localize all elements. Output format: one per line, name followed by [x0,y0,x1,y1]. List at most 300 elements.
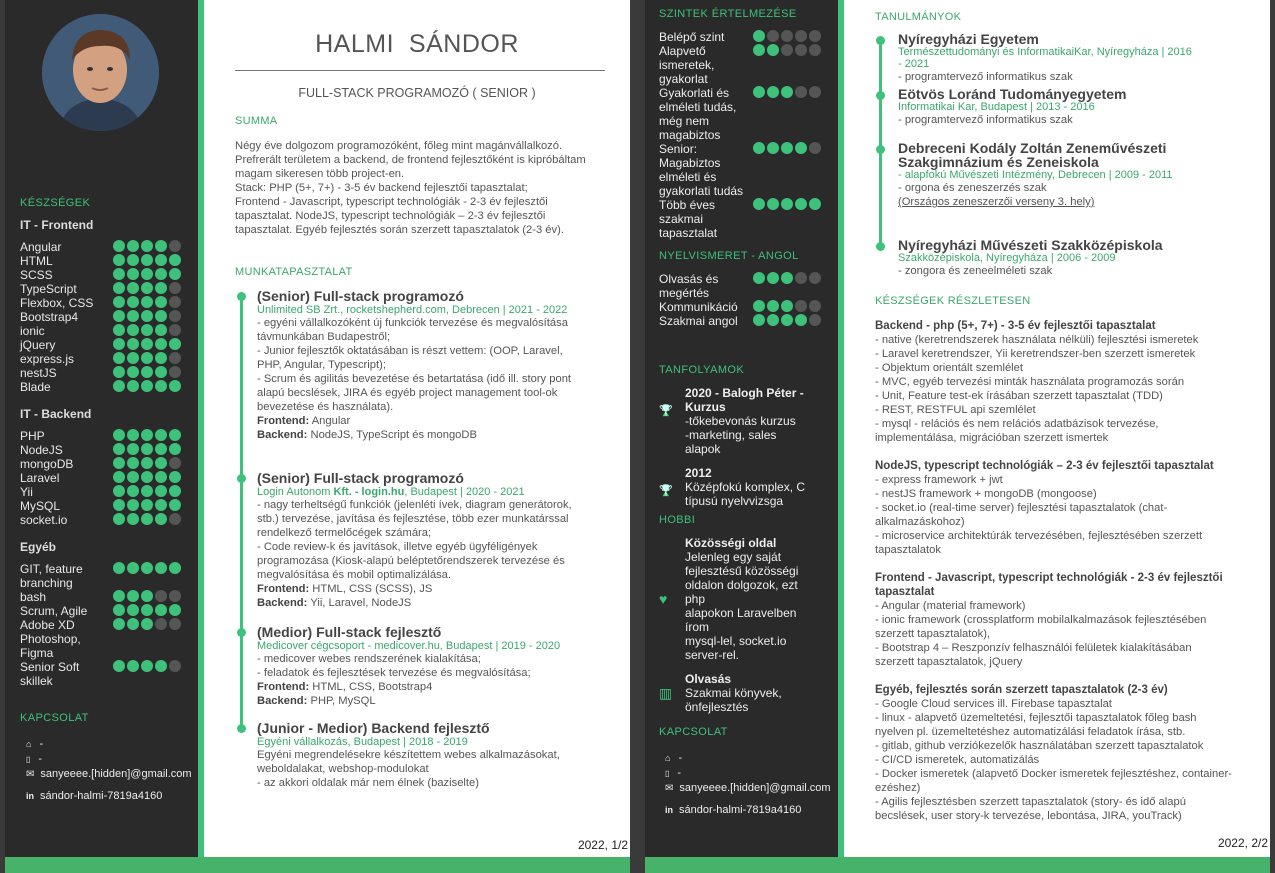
detail-line: - MVC, egyéb tervezési minták használata programozás során [875,376,1185,388]
detail-line: - gitlab, github verziókezelők használatában szerzett tapasztalatok [875,740,1204,752]
school-line: (Országos zeneszerzői verseny 3. hely) [898,196,1095,208]
rating-dot [113,457,125,469]
rating-dot [795,30,807,42]
language-label: Kommunikáció [659,300,738,314]
rating-dot [113,499,125,511]
skill-row [20,324,181,338]
summary-line: magam sikeresen több project-en. [235,168,405,180]
summary-line: Négy éve dolgozom programozóként, főleg mint magánvállalkozó. [235,140,563,152]
rating-dots [753,142,821,154]
detail-line: - linux - alapvető üzemeltetési, fejlesztői tapasztalatok főleg bash [875,712,1197,724]
timeline-node [237,292,246,301]
skills-heading: KÉSZSÉGEK [20,197,91,209]
detail-block [875,459,1260,557]
course-line: típusú nyelvvizsga [685,494,784,508]
detail-body [875,473,1260,557]
rating-dots [113,254,181,266]
rating-dot [169,240,181,252]
rating-dot [113,338,125,350]
skill-row [20,296,181,310]
rating-dots [113,485,181,497]
school-body [898,70,1198,84]
page-number: 2022, 2/2 [1217,836,1268,850]
rating-dot [169,429,181,441]
detail-line: - express framework + jwt [875,474,1003,486]
trophy-icon: 🏆 [659,405,673,417]
rating-dot [127,471,139,483]
frontend-value: HTML, CSS (SCSS), JS [309,583,433,595]
rating-dot [155,254,167,266]
rating-dot [767,198,779,210]
skill-label: TypeScript [20,282,77,296]
skill-category-1: IT - Backend [20,407,92,421]
level-label: Gyakorlati és elméleti tudás, még nem magabiztos [659,86,737,142]
job-line: - nagy terheltségű funkciók (jelenléti ívek, diagram generátorok, [257,499,572,511]
rating-dot [753,86,765,98]
hobby-line: mysql-lel, socket.io [685,634,787,648]
rating-dot [809,314,821,326]
rating-dot [155,604,167,616]
avatar [42,14,159,131]
skill-category-0: IT - Frontend [20,218,94,232]
job-backend [257,694,617,708]
rating-dot [113,618,125,630]
skill-row [20,282,181,296]
rating-dots [113,352,181,364]
name-heading: HALMI SÁNDOR [315,30,519,58]
detail-line: nyelven pl. üzemeltetéshez automatizálási feladatok írása, stb. [875,726,1186,738]
job-company: Egyéni vállalkozás, Budapest | 2018 - 2019 [257,736,468,748]
skills-list [20,212,181,695]
job-line: - az akkori oldalak már nem élnek (baziselte) [257,777,479,789]
linkedin-link[interactable]: sándor-halmi-7819a4160 [679,804,802,816]
timeline-node [876,242,885,251]
skill-row [20,660,181,688]
level-row [659,198,821,240]
skill-label: NodeJS [20,443,63,457]
detail-line: alkalmazáskohoz) [875,516,965,528]
rating-dot [781,272,793,284]
rating-dot [795,198,807,210]
rating-dot [169,590,181,602]
rating-dot [155,324,167,336]
job-frontend [257,582,617,596]
rating-dots [753,314,821,326]
portrait-photo [42,14,159,131]
rating-dots [113,660,181,672]
detail-line: - mysql - relációs és nem relációs adatbázisok tervezése, [875,418,1159,430]
timeline-node [876,36,885,45]
phone-icon: ▯ [26,755,31,764]
rating-dot [155,380,167,392]
rating-dot [113,268,125,280]
hobby-text [685,672,820,714]
job-line: stb.) tervezése, javítása és fejlesztése, több ezer munkatárssal [257,513,569,525]
skill-row [20,352,181,366]
rating-dot [113,471,125,483]
summary-heading: SUMMA [235,115,278,127]
rating-dot [113,240,125,252]
rating-dot [155,282,167,294]
detail-line: - socket.io (real-time server) fejlesztési tapasztalatok (chat- [875,502,1168,514]
language-label: Szakmai angol [659,314,738,328]
frontend-label: Frontend: [257,415,310,427]
hobby-item [659,536,820,662]
school-detail: - alapfokú Művészeti Intézmény, Debrecen | 2009 - 2011 [898,169,1173,181]
job-entry [257,624,617,708]
skill-row [20,240,181,254]
footer-bar [5,857,630,873]
skill-label: Bootstrap4 [20,310,79,324]
detail-title: Backend - php (5+, 7+) - 3-5 év fejlesztői tapasztalat [875,320,1156,332]
rating-dot [781,142,793,154]
job-line: weboldalakat, webshop-modulokat [257,763,429,775]
backend-value: Yii, Laravel, NodeJS [307,597,412,609]
job-company-link: Kft. - login.hu [333,486,405,498]
language-row [659,300,821,314]
rating-dot [753,300,765,312]
rating-dot [113,485,125,497]
job-location: , Budapest | 2020 - 2021 [404,486,525,498]
job-line: - feladatok és fejlesztések tervezése és megvalósítása; [257,667,531,679]
rating-dot [169,443,181,455]
frontend-label: Frontend: [257,681,310,693]
job-line: megvalósítása és mobil optimalizálása. [257,569,452,581]
role-title: FULL-STACK PROGRAMOZÓ ( SENIOR ) [298,86,536,100]
school-name: Nyíregyházi Egyetem [898,31,1039,47]
rating-dot [169,513,181,525]
rating-dot [113,604,125,616]
job-frontend [257,680,617,694]
summary-line: Prefrerált területem a backend, de frontend fejlesztőként is kipróbáltam [235,154,586,166]
rating-dot [753,198,765,210]
rating-dot [809,300,821,312]
rating-dot [155,429,167,441]
job-subtitle [257,640,617,652]
job-entry [257,720,617,790]
job-line: - Code review-k és javítások, illetve egyéb ügyféligények [257,541,538,553]
course-line: -marketing, sales alapok [685,428,777,456]
hobbi-heading: HOBBI [659,514,696,526]
skill-label: MySQL [20,499,61,513]
rating-dots [113,499,181,511]
school-body [898,181,1198,209]
rating-dot [169,324,181,336]
rating-dot [155,562,167,574]
job-title: (Senior) Full-stack programozó [257,288,464,304]
rating-dots [113,604,181,616]
detail-line: - ionic framework (crossplatform mobilalkalmazások fejlesztésében [875,614,1207,626]
detail-title: Frontend - Javascript, typescript technológiák - 2-3 év fejlesztői tapasztalat [875,572,1223,598]
job-description [257,498,617,610]
rating-dots [113,296,181,308]
rating-dot [795,142,807,154]
rating-dot [169,499,181,511]
rating-dots [113,457,181,469]
phone-icon: ▯ [665,769,670,778]
rating-dot [767,44,779,56]
rating-dot [113,429,125,441]
rating-dot [795,44,807,56]
rating-dot [781,30,793,42]
rating-dot [809,30,821,42]
hobby-title: Olvasás [685,672,732,686]
skill-row [20,443,181,457]
phone-text: - [38,753,43,765]
rating-dot [141,562,153,574]
rating-dot [169,310,181,322]
rating-dots [113,240,181,252]
education-entry [898,32,1198,84]
rating-dots [753,86,821,98]
skill-row [20,254,181,268]
rating-dot [141,429,153,441]
courses-heading: TANFOLYAMOK [659,364,745,376]
level-row [659,86,821,142]
skill-row [20,268,181,282]
rating-dot [767,300,779,312]
skill-row [20,499,181,513]
rating-dot [141,471,153,483]
rating-dot [141,604,153,616]
heart-icon: ♥ [659,591,668,607]
job-line: - Scrum és agilitás bevezetése és betartatása (idő ill. story pont [257,373,572,385]
rating-dot [127,499,139,511]
email-link[interactable]: sanyeeee.[hidden]@gmail.com [679,782,831,794]
rating-dot [155,513,167,525]
rating-dot [113,324,125,336]
hobby-line: fejlesztésű közösségi [685,564,799,578]
rating-dots [113,618,181,630]
rating-dot [141,590,153,602]
rating-dot [141,485,153,497]
rating-dot [113,562,125,574]
detail-line: ezéshez) [875,782,921,794]
detail-line: - microservice architektúrák tervezésében, fejlesztésében szerzett [875,530,1203,542]
school-detail: Természettudományi és InformatikaiKar, Nyíregyháza | 2016 - 2021 [898,46,1192,70]
rating-dot [141,310,153,322]
school-detail: Informatikai Kar, Budapest | 2013 - 2016 [898,101,1095,113]
rating-dot [141,380,153,392]
rating-dot [795,86,807,98]
skill-row [20,380,181,394]
school-detail: Szakközépiskola, Nyíregyháza | 2006 - 2009 [898,252,1116,264]
rating-dot [753,44,765,56]
rating-dot [141,513,153,525]
job-entry [257,288,617,442]
rating-dots [113,471,181,483]
job-line: programozása (Kiosk-alapú beléptetőrendszerek tervezése és [257,555,565,567]
rating-dots [113,513,181,525]
rating-dots [113,443,181,455]
skill-category-2: Egyéb [20,540,57,554]
rating-dots [753,30,821,42]
rating-dot [155,352,167,364]
trophy-icon: 🏆 [659,485,673,497]
education-timeline [879,38,882,248]
frontend-value: HTML, CSS, Bootstrap4 [309,681,433,693]
linkedin-link[interactable]: sándor-halmi-7819a4160 [40,790,163,802]
rating-dot [127,282,139,294]
backend-label: Backend: [257,695,308,707]
job-line: bevezetése és használata). [257,401,394,413]
detail-line: - REST, RESTFUL api szemlélet [875,404,1036,416]
rating-dots [113,380,181,392]
rating-dot [127,380,139,392]
detail-line: implementálása, migrációban szerzett ismertek [875,432,1109,444]
skill-row [20,366,181,380]
summary-line: tapasztalat. Egyéb fejlesztés során szerzett tapasztalatok (2-3 év). [235,224,564,236]
rating-dots [113,590,181,602]
levels-heading: SZINTEK ÉRTELMEZÉSE [659,8,797,20]
skill-row [20,604,181,618]
skill-label: bash [20,590,47,604]
skill-row [20,590,181,604]
job-line: - medicover webes rendszerének kialakítása; [257,653,481,665]
linkedin-icon: in [26,791,34,801]
skill-row [20,471,181,485]
rating-dot [169,296,181,308]
job-description [257,316,617,442]
rating-dot [141,618,153,630]
rating-dot [169,618,181,630]
job-line: PHP, Angular, Typescript); [257,359,386,371]
job-subtitle [257,304,617,316]
skill-label: Angular [20,240,62,254]
rating-dot [141,499,153,511]
name-divider [235,70,605,71]
hobby-line: alapokon Laravelben írom [685,606,797,634]
job-backend [257,428,617,442]
rating-dots [113,338,181,350]
level-row [659,142,821,198]
rating-dot [809,142,821,154]
rating-dot [155,296,167,308]
rating-dot [169,457,181,469]
rating-dot [141,366,153,378]
home-icon: ⌂ [26,739,32,749]
hobby-text [685,536,820,662]
detail-line: - Bootstrap 4 – Reszponzív felhasználói felületek kialakításában [875,642,1192,654]
email-link[interactable]: sanyeeee.[hidden]@gmail.com [40,768,192,780]
levels-list [659,30,821,240]
course-text [685,386,815,456]
address-text: - [39,738,44,750]
rating-dots [113,429,181,441]
email-icon: ✉ [665,783,674,794]
rating-dot [113,310,125,322]
skill-label: Laravel [20,471,60,485]
rating-dot [141,296,153,308]
hobby-item [659,672,820,714]
job-frontend [257,414,617,428]
contact-heading: KAPCSOLAT [20,712,89,724]
education-entry [898,87,1198,127]
rating-dot [155,268,167,280]
job-entry [257,470,617,610]
skill-row [20,618,181,660]
hobby-line: oldalon dolgozok, ezt php [685,578,798,606]
courses-list [659,386,815,518]
rating-dot [113,254,125,266]
education-entry [898,141,1198,209]
rating-dot [127,443,139,455]
detail-block [875,683,1260,823]
rating-dot [127,338,139,350]
detail-line: szerzett tapasztalatok), [875,628,991,640]
detail-line: - Agilis fejlesztésben szerzett tapasztalatok (story- és idő alapú [875,796,1186,808]
level-row [659,30,821,44]
rating-dot [155,485,167,497]
rating-dots [113,310,181,322]
hobby-line: server-rel. [685,648,740,662]
rating-dot [155,240,167,252]
rating-dot [767,30,779,42]
detail-line: - native (keretrendszerek használata nélküli) fejlesztési ismeretek [875,334,1199,346]
skill-label: nestJS [20,366,57,380]
rating-dot [113,282,125,294]
rating-dot [141,324,153,336]
rating-dot [767,314,779,326]
rating-dot [767,142,779,154]
rating-dot [127,254,139,266]
skill-row [20,310,181,324]
detail-line: - Google Cloud services ill. Firebase tapasztalat [875,698,1112,710]
frontend-value: Angular [309,415,351,427]
rating-dot [127,296,139,308]
email-icon: ✉ [26,769,35,780]
rating-dots [753,300,821,312]
backend-label: Backend: [257,429,308,441]
rating-dot [169,471,181,483]
rating-dot [113,660,125,672]
rating-dot [127,562,139,574]
rating-dot [155,443,167,455]
rating-dot [169,660,181,672]
course-text [685,466,815,508]
book-icon: ▥ [659,684,673,701]
contact-block [26,737,192,804]
summary-line: Frontend - Javascript, typescript technológiák - 2-3 év fejlesztői [235,196,548,208]
main-content [204,0,630,873]
rating-dot [127,268,139,280]
skill-label: Adobe XD Photoshop, Figma [20,618,81,660]
school-line: - orgona és zeneszerzés szak [898,182,1047,194]
page-number: 2022, 1/2 [577,838,628,852]
rating-dot [809,86,821,98]
skill-label: Flexbox, CSS [20,296,94,310]
detail-skills-list [875,319,1260,837]
language-heading: NYELVISMERET - ANGOL [659,250,799,262]
detail-line: - Objektum orientált szemlélet [875,362,1023,374]
rating-dot [169,562,181,574]
rating-dot [169,338,181,350]
level-row [659,44,821,86]
summary-line: Stack: PHP (5+, 7+) - 3-5 év backend fejlesztői tapasztalat; [235,182,528,194]
skill-label: socket.io [20,513,68,527]
detail-line: - Laravel keretrendszer, Yii keretrendszer-ben szerzett ismeretek [875,348,1196,360]
rating-dots [753,44,821,56]
rating-dots [113,282,181,294]
rating-dot [141,457,153,469]
job-title: (Junior - Medior) Backend fejlesztő [257,720,490,736]
rating-dot [753,142,765,154]
rating-dot [169,485,181,497]
education-heading: TANULMÁNYOK [875,11,962,23]
rating-dots [753,198,821,210]
school-line: - programtervező informatikus szak [898,114,1073,126]
job-company: Login Autonom [257,486,334,498]
